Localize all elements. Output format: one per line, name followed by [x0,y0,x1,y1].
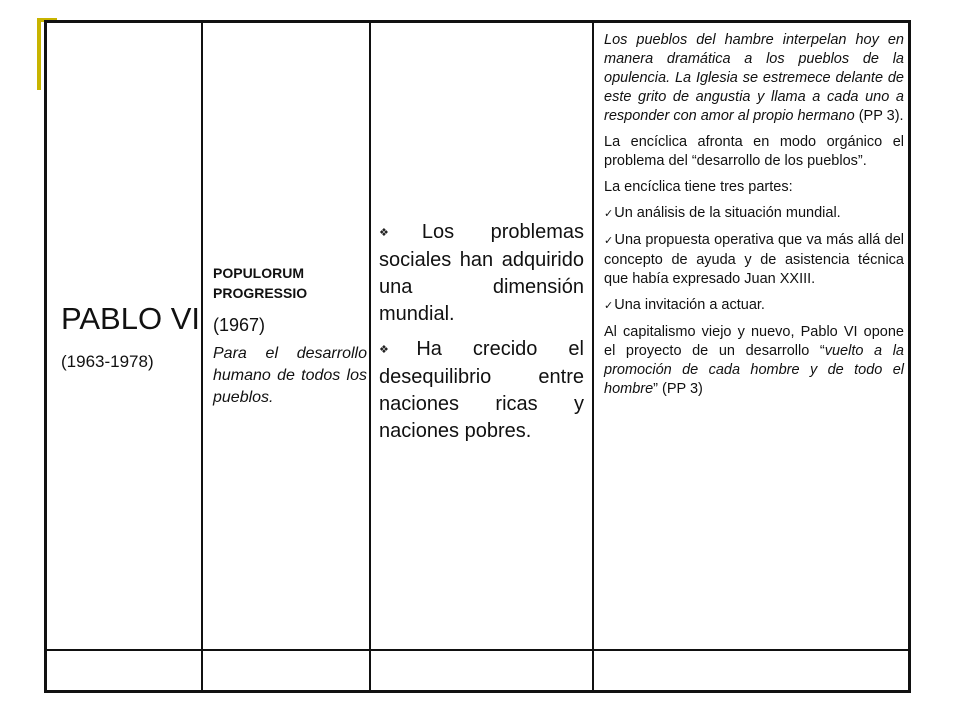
description-paragraph: La encíclica tiene tres partes: [604,179,793,195]
encyclical-title: POPULORUM PROGRESSIO [213,265,308,301]
diamond-bullet-icon: ❖ [379,344,415,356]
column-divider [369,23,371,690]
encyclical-table [44,20,911,693]
accent-bar-vertical [37,18,41,90]
pope-name: PABLO VI [61,301,200,336]
encyclical-subtitle: Para el desarrollo humano de todos los pueblos. [213,345,367,406]
part-item: ✓Una invitación a actuar. [604,297,765,313]
quote-paragraph: Los pueblos del hambre interpelan hoy en manera dramática a los pueblos de la opulencia. La Iglesia se estremece delante de este grito de angustia y llama a cada uno a responder con amor al propio hermano (PP 3). [604,32,904,124]
problems-cell [379,23,584,649]
conclusion-paragraph: Al capitalismo viejo y nuevo, Pablo VI opone el proyecto de un desarrollo “vuelto a la promoción de cada hombre y de todo el hombre” (PP 3) [604,324,904,397]
column-divider [201,23,203,690]
checkmark-icon: ✓ [604,235,614,247]
column-divider [592,23,594,690]
checkmark-icon: ✓ [604,300,614,312]
checkmark-icon: ✓ [604,208,614,220]
description-cell [604,31,906,643]
problem-item: ❖ Los problemas sociales han adquirido una dimensión mundial. [379,221,584,325]
pope-years: (1963-1978) [61,352,154,371]
row-divider [47,649,908,651]
pope-cell [51,23,201,649]
description-paragraph: La encíclica afronta en modo orgánico el problema del “desarrollo de los pueblos”. [604,134,904,169]
encyclical-year: (1967) [213,315,266,335]
encyclical-cell [209,23,367,649]
part-item: ✓Una propuesta operativa que va más allá del concepto de ayuda y de asistencia técnica que había expresado Juan XXIII. [604,232,904,287]
part-item: ✓Un análisis de la situación mundial. [604,205,841,221]
problem-item: ❖ Ha crecido el desequilibrio entre naciones ricas y naciones pobres. [379,338,584,442]
diamond-bullet-icon: ❖ [379,227,420,239]
